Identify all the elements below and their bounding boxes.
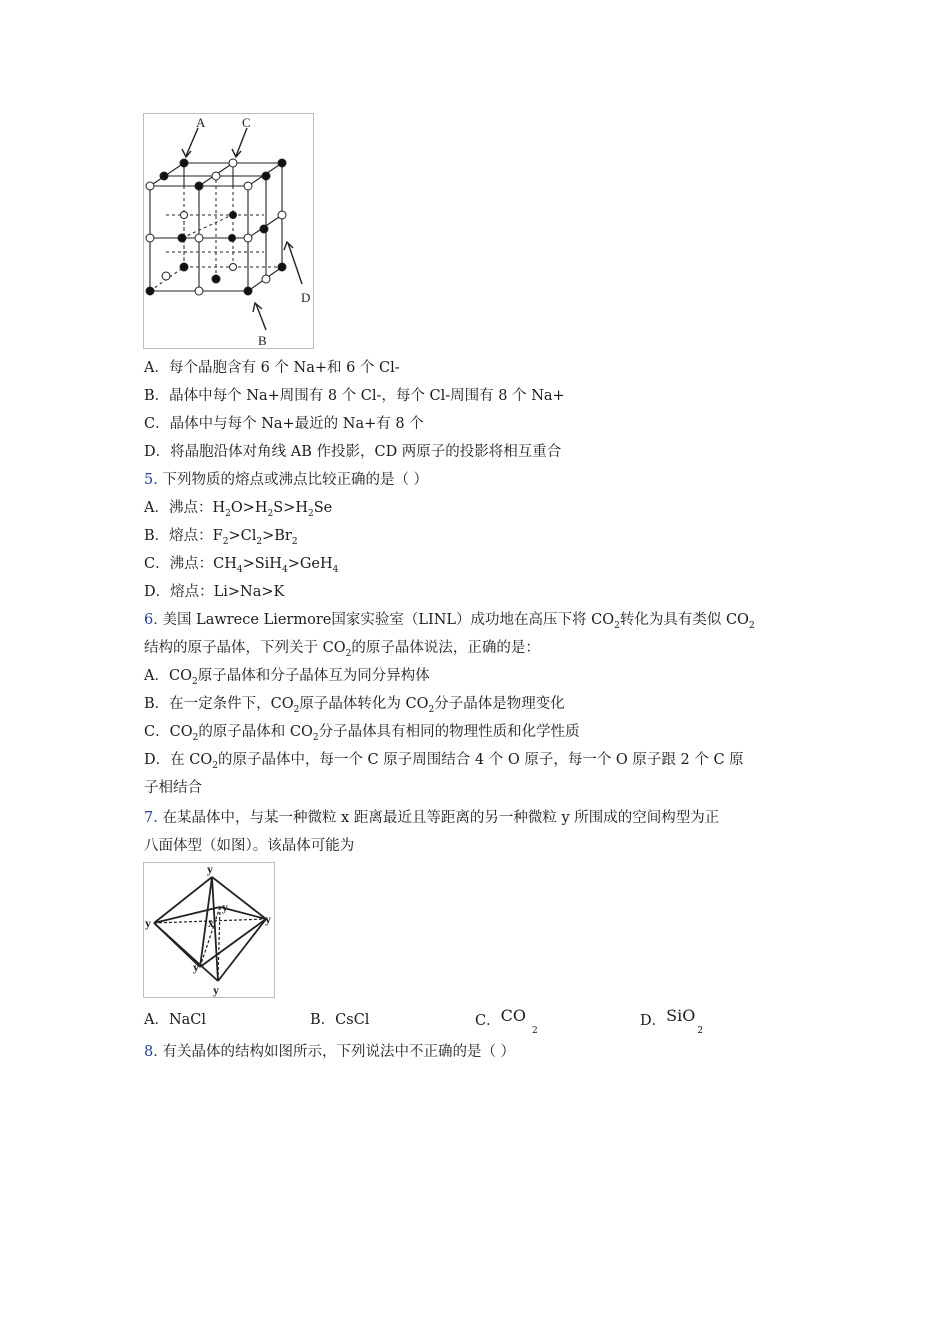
q8-stem-line [144,1042,515,1062]
q5-option-c: C．沸点：$CH_4>SiH_4>GeH_4$ [144,556,339,575]
q7-option-d: D．SiO$_2$ [640,1006,704,1036]
q6-option-c: C．$CO_2$的原子晶体和 $CO_2$分子晶体具有相同的物理性质和化学性质 [144,724,580,743]
center-x: x [208,916,214,930]
q7-option-b: B．CsCl [310,1012,370,1028]
q6-stem-line-2: 结构的原子晶体，下列关于 $CO_2$的原子晶体说法，正确的是： [144,640,540,659]
q4-option-c: C．晶体中与每个 Na+最近的 Na+有 8 个 [144,416,424,432]
octahedron-figure [143,862,275,998]
q6-option-d-line-2: 子相结合 [144,780,202,796]
vertex-y-back: y [222,900,228,914]
q5-number: 5. [144,472,158,488]
vertex-y-bottom: y [213,983,219,997]
label-a: A [196,115,206,130]
q5-option-a: A．沸点：$H_2O>H_2S>H_2Se$ [144,500,333,519]
vertex-y-front: y [193,960,199,974]
q8-stem: 有关晶体的结构如图所示，下列说法中不正确的是（ ） [162,1044,516,1060]
q5-stem: 下列物质的熔点或沸点比较正确的是（ ） [162,472,429,488]
vertex-y-left: y [145,916,151,930]
q6-option-d-line-1: D．在 $CO_2$的原子晶体中，每一个 C 原子周围结合 4 个 O 原子，每一个 O 原子跟 2 个 C 原 [144,752,744,771]
nacl-crystal-figure [143,113,314,349]
label-c: C [242,115,251,130]
q4-option-b: B．晶体中每个 Na+周围有 8 个 Cl-，每个 Cl-周围有 8 个 Na+ [144,388,565,404]
q5-stem-line [144,470,428,490]
q6-number: 6. [144,612,158,628]
q4-option-a: A．每个晶胞含有 6 个 Na+和 6 个 Cl- [144,360,400,376]
label-d: D [301,290,311,305]
vertex-y-right: y [265,912,271,926]
q7-number: 7. [144,810,158,826]
q6-stem-line-1: 6. 美国 Lawrece Liermore国家实验室（LINL）成功地在高压下将 $CO_2$转化为具有类似 $CO_2$ [144,612,755,631]
octahedron-diagram [144,863,274,997]
vertex-y-top: y [207,863,213,876]
q7-option-a: A．NaCl [144,1012,207,1028]
q5-option-d: D．熔点：Li>Na>K [144,584,285,600]
nacl-cell-diagram [144,114,313,348]
q8-number: 8. [144,1044,158,1060]
q6-option-b: B．在一定条件下，$CO_2$原子晶体转化为 $CO_2$分子晶体是物理变化 [144,696,565,715]
q5-option-b: B．熔点：$F_2>Cl_2>Br_2$ [144,528,298,547]
q4-option-d: D．将晶胞沿体对角线 AB 作投影，CD 两原子的投影将相互重合 [144,444,562,460]
q7-option-c: C．$CO_2$ [475,1006,538,1036]
label-b: B [258,333,267,348]
q6-option-a: A．$CO_2$原子晶体和分子晶体互为同分异构体 [144,668,430,687]
q7-stem-line-2: 八面体型（如图）。该晶体可能为 [144,838,355,854]
q7-stem-line-1: 7. 在某晶体中，与某一种微粒 x 距离最近且等距离的另一种微粒 y 所围成的空间构型为正 [144,810,720,826]
